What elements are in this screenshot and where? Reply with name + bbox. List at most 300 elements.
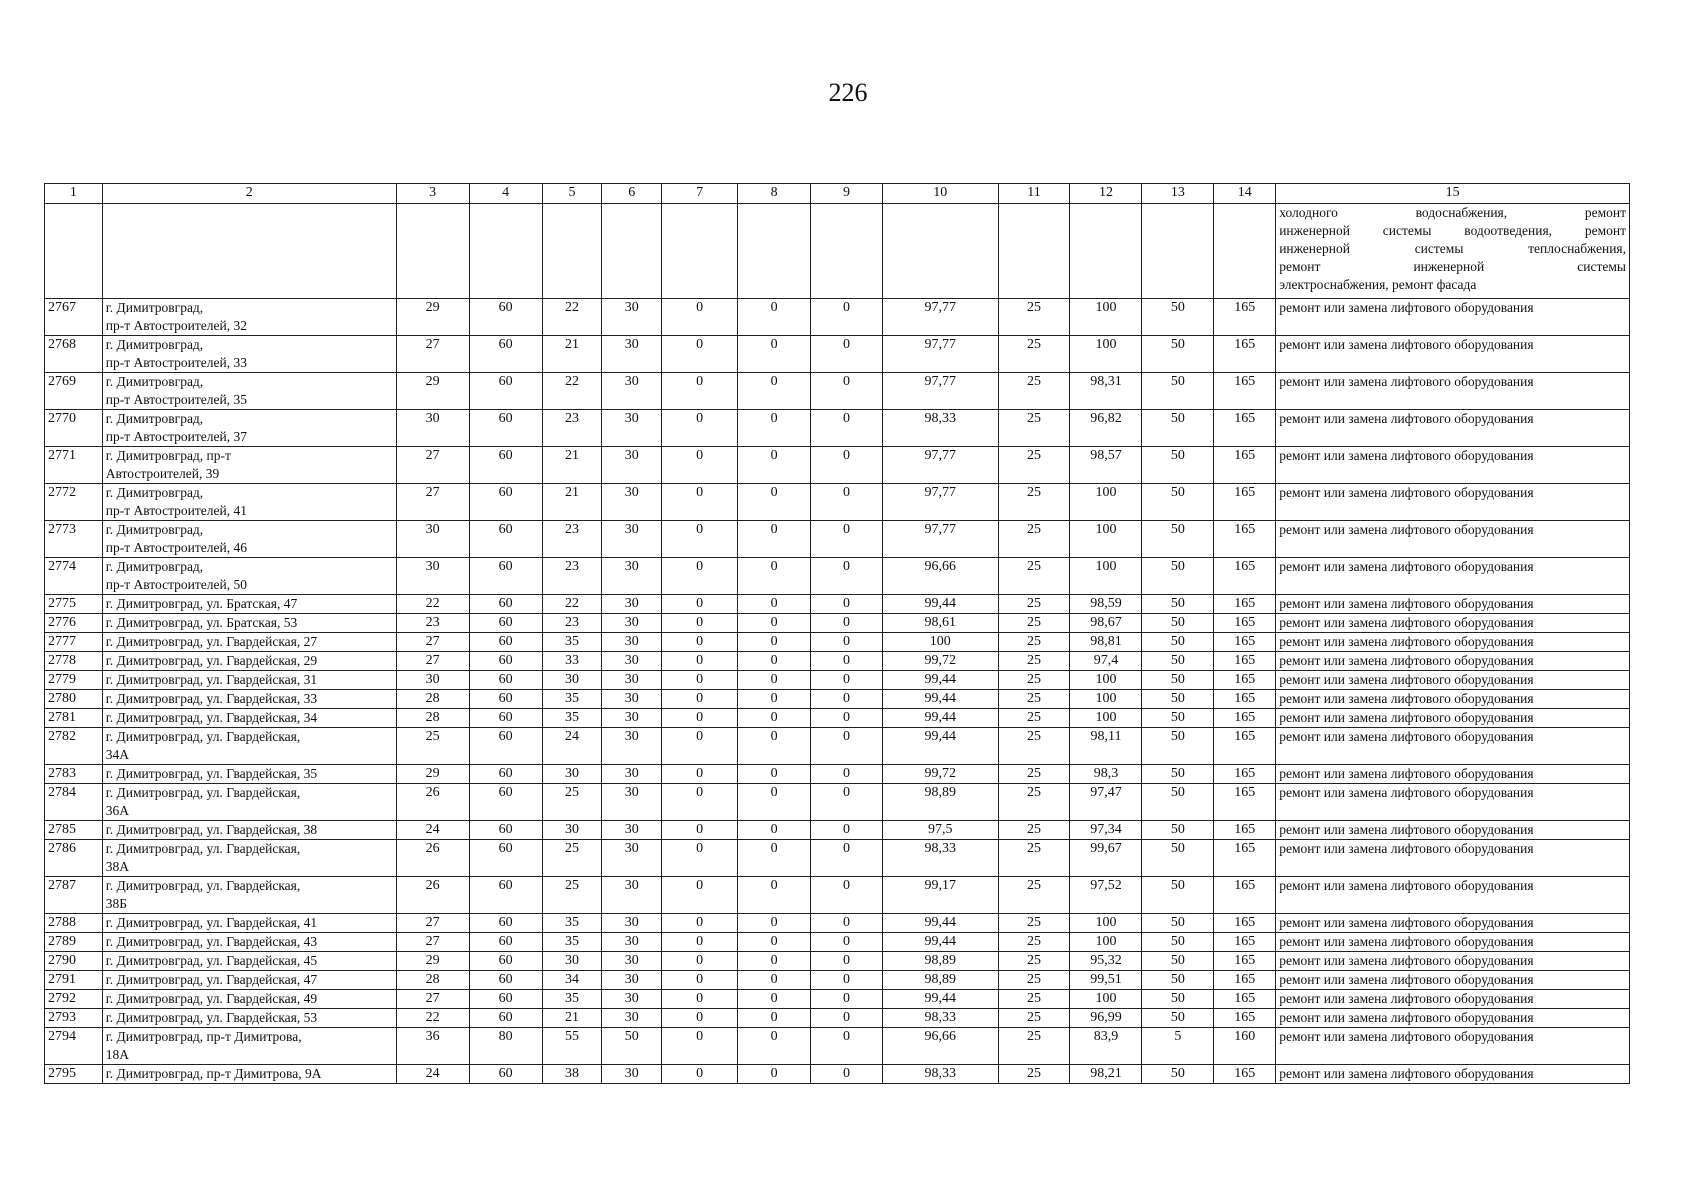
value-cell-8: 0	[738, 971, 811, 990]
value-cell-8: 0	[738, 410, 811, 447]
value-cell-13: 50	[1142, 671, 1214, 690]
address-line-1: г. Димитровград, ул. Гвардейская, 43	[105, 934, 318, 949]
value-cell-6: 30	[602, 840, 662, 877]
value-cell-12: 100	[1070, 521, 1142, 558]
value-cell-10: 99,44	[883, 728, 999, 765]
address-cell	[102, 1028, 396, 1065]
table-row	[45, 1028, 1630, 1065]
value-cell-11: 25	[998, 484, 1070, 521]
value-cell-3: 29	[396, 299, 469, 336]
value-cell-10: 99,17	[883, 877, 999, 914]
value-cell-4: 60	[469, 840, 542, 877]
column-header: 13	[1142, 184, 1214, 204]
value-cell-5: 30	[542, 952, 602, 971]
address-cell	[102, 784, 396, 821]
row-number-cell: 2794	[45, 1028, 103, 1065]
continuation-line: ремонт инженерной системы	[1279, 259, 1626, 274]
address-cell	[102, 877, 396, 914]
value-cell-7: 0	[662, 299, 738, 336]
work-type-cell: ремонт или замена лифтового оборудования	[1276, 914, 1630, 933]
value-cell-12: 96,99	[1070, 1009, 1142, 1028]
table-row	[45, 299, 1630, 336]
value-cell-6: 30	[602, 990, 662, 1009]
value-cell-8: 0	[738, 652, 811, 671]
table-row	[45, 1009, 1630, 1028]
value-cell-6: 30	[602, 952, 662, 971]
value-cell-3: 27	[396, 633, 469, 652]
table-row	[45, 521, 1630, 558]
value-cell-6: 30	[602, 614, 662, 633]
row-number-cell: 2795	[45, 1065, 103, 1084]
address-line-2: пр-т Автостроителей, 37	[105, 429, 247, 444]
value-cell-13: 5	[1142, 1028, 1214, 1065]
value-cell-12: 100	[1070, 990, 1142, 1009]
value-cell-4: 60	[469, 784, 542, 821]
value-cell-8: 0	[738, 1009, 811, 1028]
table-row	[45, 690, 1630, 709]
address-line-1: г. Димитровград, ул. Гвардейская,	[105, 729, 301, 744]
value-cell-6: 30	[602, 595, 662, 614]
work-type-cell: ремонт или замена лифтового оборудования	[1276, 521, 1630, 558]
value-cell-14: 165	[1214, 1009, 1276, 1028]
value-cell-9: 0	[811, 652, 883, 671]
value-cell-3: 27	[396, 652, 469, 671]
value-cell-9: 0	[811, 373, 883, 410]
address-line-2: пр-т Автостроителей, 50	[105, 577, 247, 592]
value-cell-14: 165	[1214, 336, 1276, 373]
value-cell-10: 97,77	[883, 299, 999, 336]
value-cell-8: 0	[738, 690, 811, 709]
address-line-2: пр-т Автостроителей, 35	[105, 392, 247, 407]
value-cell-13: 50	[1142, 558, 1214, 595]
value-cell-10: 99,44	[883, 709, 999, 728]
row-number-cell: 2790	[45, 952, 103, 971]
value-cell-14: 165	[1214, 652, 1276, 671]
value-cell-6: 30	[602, 877, 662, 914]
value-cell-4: 60	[469, 914, 542, 933]
value-cell-6: 30	[602, 933, 662, 952]
value-cell-6: 50	[602, 1028, 662, 1065]
value-cell-14: 165	[1214, 709, 1276, 728]
table-row	[45, 336, 1630, 373]
row-number-cell: 2778	[45, 652, 103, 671]
address-cell	[102, 558, 396, 595]
value-cell-13: 50	[1142, 373, 1214, 410]
value-cell-8: 0	[738, 877, 811, 914]
value-cell-7: 0	[662, 484, 738, 521]
value-cell-3: 22	[396, 595, 469, 614]
address-cell	[102, 728, 396, 765]
address-cell	[102, 1009, 396, 1028]
value-cell-8: 0	[738, 336, 811, 373]
value-cell-4: 60	[469, 484, 542, 521]
value-cell-12: 98,81	[1070, 633, 1142, 652]
continuation-line-last: электроснабжения, ремонт фасада	[1279, 277, 1477, 292]
address-line-1: г. Димитровград,	[105, 522, 204, 537]
work-type-cell: ремонт или замена лифтового оборудования	[1276, 410, 1630, 447]
value-cell-13: 50	[1142, 1009, 1214, 1028]
value-cell-9: 0	[811, 971, 883, 990]
value-cell-12: 100	[1070, 558, 1142, 595]
address-line-2: пр-т Автостроителей, 33	[105, 355, 247, 370]
value-cell-10: 98,89	[883, 952, 999, 971]
value-cell-9: 0	[811, 1028, 883, 1065]
value-cell-5: 34	[542, 971, 602, 990]
address-cell	[102, 410, 396, 447]
work-type-cell: ремонт или замена лифтового оборудования	[1276, 595, 1630, 614]
value-cell-4: 60	[469, 1065, 542, 1084]
work-type-cell: ремонт или замена лифтового оборудования	[1276, 671, 1630, 690]
value-cell-9: 0	[811, 595, 883, 614]
value-cell-5: 23	[542, 521, 602, 558]
address-line-1: г. Димитровград,	[105, 411, 204, 426]
value-cell-4: 60	[469, 671, 542, 690]
value-cell-10: 97,77	[883, 336, 999, 373]
value-cell-8: 0	[738, 521, 811, 558]
value-cell-5: 25	[542, 840, 602, 877]
work-type-cell: ремонт или замена лифтового оборудования	[1276, 447, 1630, 484]
value-cell-5: 38	[542, 1065, 602, 1084]
value-cell-11: 25	[998, 1009, 1070, 1028]
value-cell-3: 27	[396, 336, 469, 373]
value-cell-10: 97,77	[883, 447, 999, 484]
address-cell	[102, 373, 396, 410]
value-cell-14: 165	[1214, 914, 1276, 933]
value-cell-3: 30	[396, 671, 469, 690]
value-cell-11: 25	[998, 633, 1070, 652]
value-cell-6: 30	[602, 765, 662, 784]
value-cell-11: 25	[998, 614, 1070, 633]
row-number-cell: 2785	[45, 821, 103, 840]
value-cell-11: 25	[998, 690, 1070, 709]
table-row	[45, 558, 1630, 595]
value-cell-5: 23	[542, 558, 602, 595]
work-type-cell: ремонт или замена лифтового оборудования	[1276, 652, 1630, 671]
column-header: 7	[662, 184, 738, 204]
value-cell-11: 25	[998, 933, 1070, 952]
value-cell-9: 0	[811, 914, 883, 933]
value-cell-13: 50	[1142, 990, 1214, 1009]
table-row	[45, 595, 1630, 614]
column-header: 10	[883, 184, 999, 204]
value-cell-8: 0	[738, 933, 811, 952]
value-cell-6: 30	[602, 690, 662, 709]
address-cell	[102, 671, 396, 690]
continuation-work-text	[1276, 204, 1630, 299]
value-cell-5: 21	[542, 1009, 602, 1028]
address-line-2: 18А	[105, 1047, 129, 1062]
table-row	[45, 671, 1630, 690]
address-line-1: г. Димитровград, пр-т Димитрова,	[105, 1029, 302, 1044]
value-cell-14: 165	[1214, 410, 1276, 447]
value-cell-11: 25	[998, 671, 1070, 690]
value-cell-13: 50	[1142, 840, 1214, 877]
table-row	[45, 914, 1630, 933]
value-cell-13: 50	[1142, 521, 1214, 558]
value-cell-11: 25	[998, 990, 1070, 1009]
work-type-cell: ремонт или замена лифтового оборудования	[1276, 336, 1630, 373]
value-cell-3: 36	[396, 1028, 469, 1065]
value-cell-14: 165	[1214, 373, 1276, 410]
row-number-cell: 2787	[45, 877, 103, 914]
table-row	[45, 373, 1630, 410]
value-cell-11: 25	[998, 521, 1070, 558]
value-cell-14: 165	[1214, 521, 1276, 558]
column-header: 15	[1276, 184, 1630, 204]
value-cell-10: 99,72	[883, 765, 999, 784]
table-row	[45, 447, 1630, 484]
address-cell	[102, 840, 396, 877]
value-cell-6: 30	[602, 671, 662, 690]
value-cell-3: 27	[396, 914, 469, 933]
value-cell-3: 27	[396, 484, 469, 521]
value-cell-12: 100	[1070, 671, 1142, 690]
address-line-1: г. Димитровград, ул. Братская, 53	[105, 615, 298, 630]
value-cell-13: 50	[1142, 952, 1214, 971]
row-number-cell: 2771	[45, 447, 103, 484]
value-cell-8: 0	[738, 373, 811, 410]
value-cell-14: 165	[1214, 952, 1276, 971]
value-cell-8: 0	[738, 821, 811, 840]
value-cell-5: 35	[542, 690, 602, 709]
value-cell-10: 99,44	[883, 690, 999, 709]
value-cell-7: 0	[662, 373, 738, 410]
value-cell-12: 98,3	[1070, 765, 1142, 784]
value-cell-12: 97,4	[1070, 652, 1142, 671]
row-number-cell: 2775	[45, 595, 103, 614]
column-header: 6	[602, 184, 662, 204]
address-line-2: 38А	[105, 859, 129, 874]
table-row	[45, 484, 1630, 521]
column-header: 2	[102, 184, 396, 204]
value-cell-5: 33	[542, 652, 602, 671]
address-line-1: г. Димитровград, ул. Гвардейская, 45	[105, 953, 318, 968]
value-cell-5: 21	[542, 447, 602, 484]
address-cell	[102, 952, 396, 971]
value-cell-3: 30	[396, 410, 469, 447]
value-cell-7: 0	[662, 558, 738, 595]
value-cell-14: 165	[1214, 784, 1276, 821]
value-cell-8: 0	[738, 484, 811, 521]
value-cell-9: 0	[811, 990, 883, 1009]
value-cell-7: 0	[662, 521, 738, 558]
work-type-cell: ремонт или замена лифтового оборудования	[1276, 373, 1630, 410]
value-cell-7: 0	[662, 840, 738, 877]
value-cell-11: 25	[998, 709, 1070, 728]
value-cell-3: 26	[396, 784, 469, 821]
value-cell-12: 98,59	[1070, 595, 1142, 614]
column-header: 4	[469, 184, 542, 204]
value-cell-3: 30	[396, 521, 469, 558]
value-cell-10: 99,44	[883, 990, 999, 1009]
value-cell-7: 0	[662, 728, 738, 765]
value-cell-3: 23	[396, 614, 469, 633]
value-cell-9: 0	[811, 614, 883, 633]
row-number-cell: 2780	[45, 690, 103, 709]
value-cell-14: 165	[1214, 990, 1276, 1009]
value-cell-8: 0	[738, 1028, 811, 1065]
address-line-1: г. Димитровград, ул. Братская, 47	[105, 596, 298, 611]
value-cell-14: 165	[1214, 971, 1276, 990]
table-row	[45, 614, 1630, 633]
table-row	[45, 784, 1630, 821]
value-cell-5: 30	[542, 765, 602, 784]
table-row	[45, 652, 1630, 671]
value-cell-3: 29	[396, 765, 469, 784]
value-cell-10: 98,33	[883, 1009, 999, 1028]
value-cell-5: 30	[542, 671, 602, 690]
value-cell-13: 50	[1142, 728, 1214, 765]
row-number-cell: 2782	[45, 728, 103, 765]
value-cell-4: 60	[469, 558, 542, 595]
value-cell-11: 25	[998, 410, 1070, 447]
work-type-cell: ремонт или замена лифтового оборудования	[1276, 614, 1630, 633]
value-cell-6: 30	[602, 914, 662, 933]
value-cell-4: 60	[469, 652, 542, 671]
value-cell-14: 165	[1214, 821, 1276, 840]
address-line-2: 38Б	[105, 896, 128, 911]
value-cell-6: 30	[602, 1065, 662, 1084]
value-cell-7: 0	[662, 336, 738, 373]
value-cell-11: 25	[998, 971, 1070, 990]
value-cell-4: 60	[469, 336, 542, 373]
value-cell-14: 165	[1214, 595, 1276, 614]
value-cell-7: 0	[662, 595, 738, 614]
value-cell-12: 98,11	[1070, 728, 1142, 765]
value-cell-5: 22	[542, 595, 602, 614]
column-header: 12	[1070, 184, 1142, 204]
address-line-2: пр-т Автостроителей, 32	[105, 318, 247, 333]
value-cell-12: 96,82	[1070, 410, 1142, 447]
value-cell-5: 35	[542, 709, 602, 728]
work-type-cell: ремонт или замена лифтового оборудования	[1276, 784, 1630, 821]
column-header: 11	[998, 184, 1070, 204]
table-row	[45, 933, 1630, 952]
value-cell-13: 50	[1142, 484, 1214, 521]
value-cell-12: 83,9	[1070, 1028, 1142, 1065]
value-cell-13: 50	[1142, 447, 1214, 484]
address-line-1: г. Димитровград, ул. Гвардейская, 34	[105, 710, 318, 725]
value-cell-11: 25	[998, 840, 1070, 877]
value-cell-7: 0	[662, 971, 738, 990]
value-cell-12: 100	[1070, 299, 1142, 336]
value-cell-7: 0	[662, 952, 738, 971]
value-cell-5: 23	[542, 614, 602, 633]
value-cell-13: 50	[1142, 933, 1214, 952]
value-cell-11: 25	[998, 877, 1070, 914]
value-cell-4: 60	[469, 709, 542, 728]
value-cell-8: 0	[738, 709, 811, 728]
address-cell	[102, 633, 396, 652]
value-cell-6: 30	[602, 1009, 662, 1028]
column-header: 8	[738, 184, 811, 204]
value-cell-9: 0	[811, 952, 883, 971]
address-line-1: г. Димитровград, ул. Гвардейская, 41	[105, 915, 318, 930]
value-cell-9: 0	[811, 690, 883, 709]
value-cell-11: 25	[998, 447, 1070, 484]
address-cell	[102, 1065, 396, 1084]
row-number-cell: 2777	[45, 633, 103, 652]
value-cell-3: 28	[396, 971, 469, 990]
value-cell-13: 50	[1142, 690, 1214, 709]
address-line-1: г. Димитровград, ул. Гвардейская, 27	[105, 634, 318, 649]
table-row	[45, 1065, 1630, 1084]
value-cell-13: 50	[1142, 821, 1214, 840]
row-number-cell: 2779	[45, 671, 103, 690]
value-cell-9: 0	[811, 784, 883, 821]
value-cell-3: 28	[396, 709, 469, 728]
value-cell-8: 0	[738, 447, 811, 484]
work-type-cell: ремонт или замена лифтового оборудования	[1276, 690, 1630, 709]
table-row	[45, 765, 1630, 784]
address-cell	[102, 521, 396, 558]
work-type-cell: ремонт или замена лифтового оборудования	[1276, 933, 1630, 952]
data-table	[44, 183, 1630, 1084]
value-cell-7: 0	[662, 933, 738, 952]
value-cell-9: 0	[811, 709, 883, 728]
work-type-cell: ремонт или замена лифтового оборудования	[1276, 728, 1630, 765]
value-cell-14: 165	[1214, 299, 1276, 336]
value-cell-12: 100	[1070, 709, 1142, 728]
address-cell	[102, 595, 396, 614]
address-line-1: г. Димитровград,	[105, 300, 204, 315]
address-cell	[102, 652, 396, 671]
value-cell-13: 50	[1142, 709, 1214, 728]
value-cell-9: 0	[811, 299, 883, 336]
continuation-row	[45, 204, 1630, 299]
value-cell-5: 21	[542, 336, 602, 373]
address-cell	[102, 299, 396, 336]
table-row	[45, 952, 1630, 971]
address-line-2: Автостроителей, 39	[105, 466, 220, 481]
row-number-cell: 2781	[45, 709, 103, 728]
value-cell-3: 24	[396, 821, 469, 840]
value-cell-10: 97,77	[883, 484, 999, 521]
value-cell-8: 0	[738, 1065, 811, 1084]
value-cell-5: 35	[542, 933, 602, 952]
value-cell-4: 60	[469, 1009, 542, 1028]
value-cell-10: 98,33	[883, 840, 999, 877]
value-cell-9: 0	[811, 840, 883, 877]
value-cell-5: 23	[542, 410, 602, 447]
address-cell	[102, 914, 396, 933]
value-cell-3: 27	[396, 933, 469, 952]
value-cell-9: 0	[811, 336, 883, 373]
value-cell-10: 99,44	[883, 595, 999, 614]
value-cell-12: 95,32	[1070, 952, 1142, 971]
work-type-cell: ремонт или замена лифтового оборудования	[1276, 558, 1630, 595]
value-cell-11: 25	[998, 652, 1070, 671]
table-row	[45, 990, 1630, 1009]
value-cell-7: 0	[662, 1028, 738, 1065]
value-cell-8: 0	[738, 614, 811, 633]
value-cell-12: 97,52	[1070, 877, 1142, 914]
value-cell-7: 0	[662, 990, 738, 1009]
value-cell-5: 55	[542, 1028, 602, 1065]
value-cell-14: 165	[1214, 447, 1276, 484]
address-line-1: г. Димитровград, ул. Гвардейская, 33	[105, 691, 318, 706]
value-cell-10: 98,33	[883, 410, 999, 447]
value-cell-10: 97,5	[883, 821, 999, 840]
value-cell-11: 25	[998, 1065, 1070, 1084]
value-cell-8: 0	[738, 728, 811, 765]
table-row	[45, 633, 1630, 652]
value-cell-13: 50	[1142, 971, 1214, 990]
value-cell-13: 50	[1142, 410, 1214, 447]
value-cell-6: 30	[602, 410, 662, 447]
value-cell-13: 50	[1142, 765, 1214, 784]
address-line-1: г. Димитровград,	[105, 559, 204, 574]
